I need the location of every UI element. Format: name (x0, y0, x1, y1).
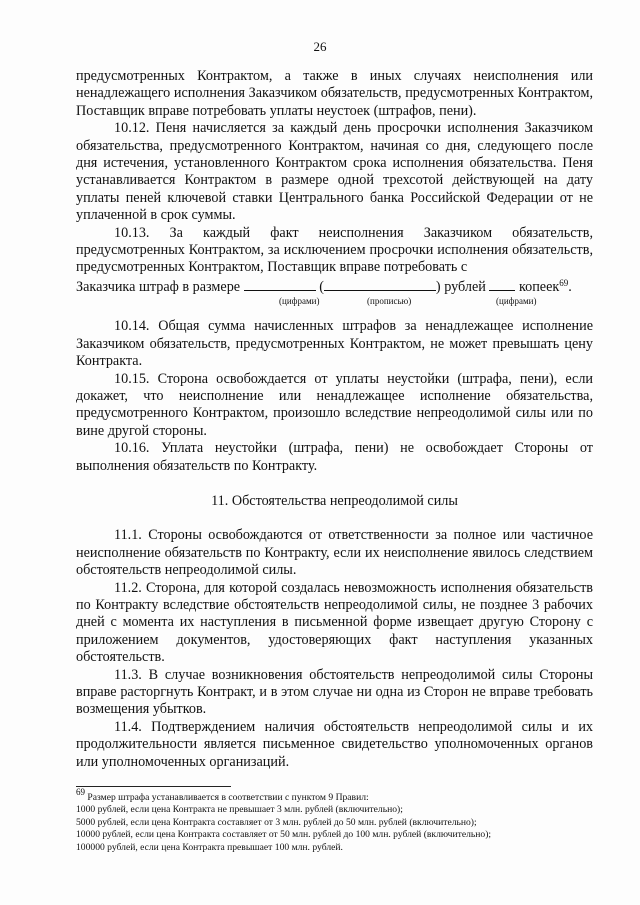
caption-digits-kopecks: (цифрами) (496, 296, 537, 307)
paragraph-11-3: 11.3. В случае возникновения обстоятельств непреодолимой силы Стороны вправе расторгнуть Контракт, и в этом случае ни одна из Сторон не вправе требовать возмещения убытков. (76, 666, 593, 718)
paragraph-11-2: 11.2. Сторона, для которой создалась невозможность исполнения обязательств по Контракту вследствие обстоятельств непреодолимой силы, не позднее 3 рабочих дней с момента их наступления в письменной форме извещает другую Сторону с приложением документов, удостоверяющих факт наступления указанных обстоятельств. (76, 579, 593, 666)
penalty-fill-line (76, 277, 593, 296)
page-number: 26 (313, 39, 327, 54)
caption-digits-amount: (цифрами) (279, 296, 320, 307)
footnote-line: 10000 рублей, если цена Контракта составляет от 50 млн. рублей до 100 млн. рублей (включительно); (76, 829, 492, 841)
paragraph-10-12: 10.12. Пеня начисляется за каждый день просрочки исполнения Заказчиком обязательства, предусмотренного Контрактом, начиная со дня, следующего после дня истечения, установленного Контрактом срока исполнения обязательства. Пеня устанавливается Контрактом в размере одной трехсотой действующей на дату уплаты пеней ключевой ставки Центрального банка Российской Федерации от не уплаченной в срок суммы. (76, 120, 593, 224)
footnote-line: 1000 рублей, если цена Контракта не превышает 3 млн. рублей (включительно); (76, 804, 403, 816)
kopecks-blank (489, 277, 515, 291)
paragraph-intro-continuation: предусмотренных Контрактом, а также в иных случаях неисполнения или ненадлежащего исполнения Заказчиком обязательств, предусмотренных Контрактом, Поставщик вправе потребовать уплаты неустоек (штрафов, пени). (76, 68, 593, 119)
fill-paren-open: ( (319, 278, 324, 295)
footnote-69-marker: 69 (76, 787, 85, 797)
footnote-separator (76, 786, 231, 787)
amount-digits-blank (244, 277, 316, 291)
contract-body (76, 68, 593, 771)
footnote-block (76, 787, 596, 854)
paragraph-10-14: 10.14. Общая сумма начисленных штрафов за ненадлежащее исполнение Заказчиком обязательств, предусмотренных Контрактом, не может превышать цену Контракта. (76, 318, 593, 370)
footnote-ref-69: 69 (559, 277, 569, 288)
caption-words-amount: (прописью) (367, 296, 412, 307)
fill-line-captions (76, 296, 593, 310)
paragraph-11-1: 11.1. Стороны освобождаются от ответственности за полное или частичное неисполнение обязательств по Контракту, если их неисполнение явилось следствием обстоятельств непреодолимой силы. (76, 527, 593, 579)
footnote-lead-text: Размер штрафа устанавливается в соответствии с пунктом 9 Правил: (87, 792, 369, 803)
paragraph-10-16: 10.16. Уплата неустойки (штрафа, пени) не освобождает Стороны от выполнения обязательств по Контракту. (76, 440, 593, 474)
fill-period: . (568, 278, 572, 295)
fill-line-text: Заказчика штраф в размере (76, 278, 241, 295)
amount-words-blank (324, 277, 436, 291)
footnote-line: 5000 рублей, если цена Контракта составляет от 3 млн. рублей до 50 млн. рублей (включительно); (76, 816, 477, 828)
section-heading-11: 11. Обстоятельства непреодолимой силы (211, 492, 458, 509)
footnote-line: 100000 рублей, если цена Контракта превышает 100 млн. рублей. (76, 841, 343, 853)
paragraph-10-13: 10.13. За каждый факт неисполнения Заказчиком обязательств, предусмотренных Контрактом, за исключением просрочки исполнения обязательств, предусмотренных Контрактом, Поставщик вправе потребовать с (76, 224, 593, 276)
fill-rubles-text: ) рублей (435, 278, 486, 295)
footnote-69-lead (76, 787, 596, 804)
fill-kopecks-text: копеек (518, 278, 560, 295)
paragraph-10-15: 10.15. Сторона освобождается от уплаты неустойки (штрафа, пени), если докажет, что неисполнение или ненадлежащее исполнение обязательства, предусмотренного Контрактом, произошло вследствие непреодолимой силы или по вине другой стороны. (76, 370, 593, 439)
paragraph-11-4: 11.4. Подтверждением наличия обстоятельств непреодолимой силы и их продолжительности является письменное свидетельство уполномоченных органов или уполномоченных организаций. (76, 718, 593, 770)
